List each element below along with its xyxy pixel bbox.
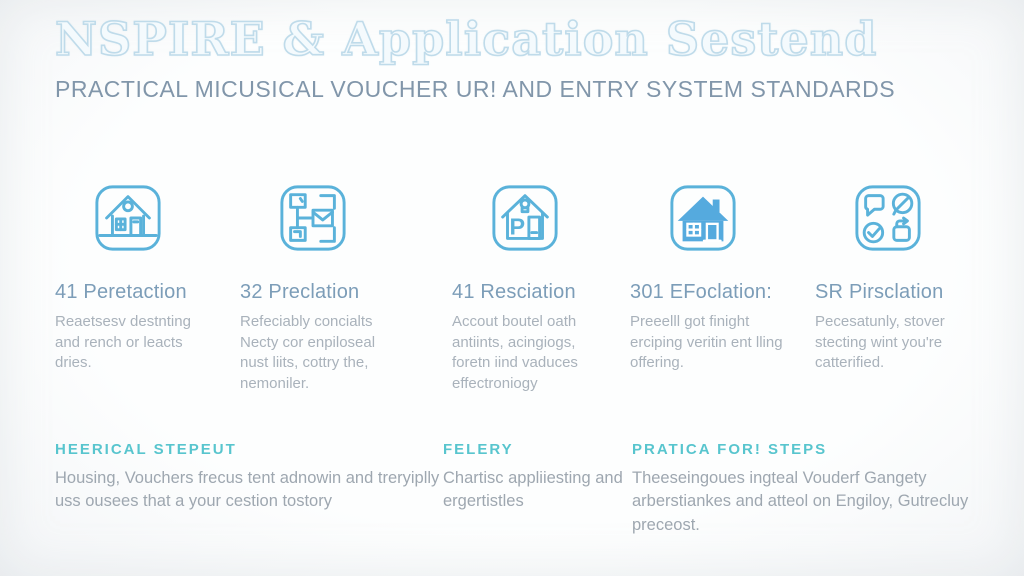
house-filled-icon	[668, 183, 738, 253]
footer-body: Theeseingoues ingteal Vouderf Gangety arberstiankes and atteol on Engiloy, Gutrecluy preceost.	[632, 469, 969, 534]
footer-section	[55, 441, 440, 514]
feature-description: Refeciably concialts Necty cor enpiloseal nust liits, cottry the, nemoniler.	[240, 313, 376, 393]
feature-card	[55, 183, 220, 374]
feature-title: 41 Peretaction	[55, 281, 187, 303]
flowchart-mail-icon	[278, 183, 348, 253]
feature-card	[815, 183, 985, 374]
svg-text:P: P	[509, 213, 526, 240]
footer-section	[632, 441, 982, 537]
footer-body: Housing, Vouchers frecus tent adnowin and treryiplly uss ousees that a your cestion tostory	[55, 469, 440, 511]
footer-section	[443, 441, 623, 514]
house-letter-p-icon	[490, 183, 560, 253]
feature-title: 41 Resciation	[452, 281, 576, 303]
feature-title: SR Pirsclation	[815, 281, 944, 303]
footer-heading: PRATICA FOR! STEPS	[632, 441, 828, 458]
feature-title: 32 Preclation	[240, 281, 360, 303]
footer-body: Chartisc appliiesting and ergertistles	[443, 469, 623, 511]
feature-title: 301 EFoclation:	[630, 281, 772, 303]
page-title: NSPIRE & Application Sestend	[55, 12, 878, 66]
feature-description: Pecesatunly, stover stecting wint you're catterified.	[815, 313, 945, 372]
app-grid-icon	[853, 183, 923, 253]
footer-heading: FELERY	[443, 441, 514, 458]
page-subtitle: PRACTICAL MICUSICAL VOUCHER UR! AND ENTRY SYSTEM STANDARDS	[55, 76, 896, 102]
feature-description: Accout boutel oath antiints, acingiogs, foretn iind vaduces effectroniogy	[452, 313, 578, 393]
feature-description: Preeelll got finight erciping veritin ent lling offering.	[630, 313, 783, 372]
feature-card	[452, 183, 612, 395]
feature-description: Reaetsesv destnting and rench or leacts dries.	[55, 313, 191, 372]
house-outline-icon	[93, 183, 163, 253]
footer-heading: HEERICAL STEPEUT	[55, 441, 237, 458]
feature-card	[240, 183, 405, 395]
feature-card	[630, 183, 795, 374]
